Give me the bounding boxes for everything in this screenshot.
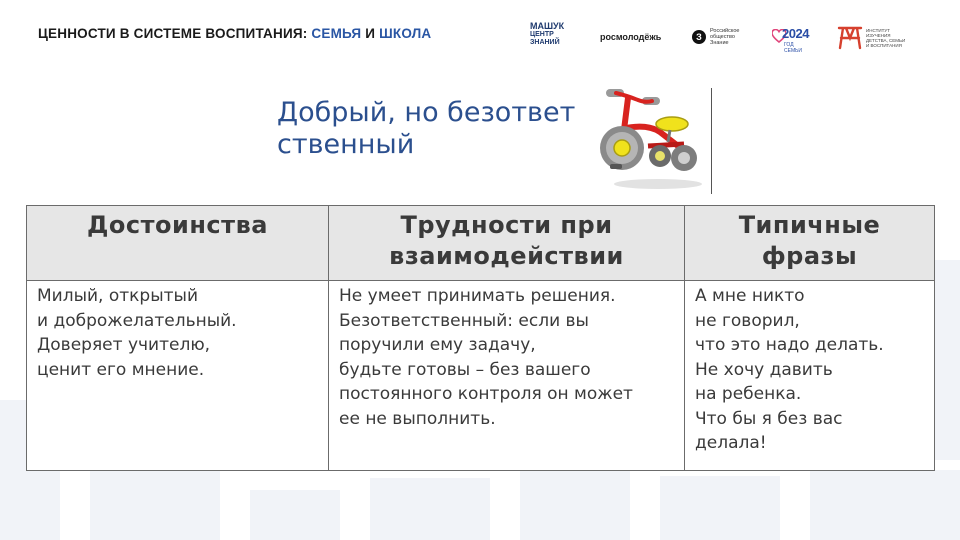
list-item: не говорил, [695, 310, 800, 331]
mashuk-logo [530, 22, 580, 48]
tricycle-icon [598, 86, 706, 190]
list-item: делала! [695, 433, 767, 453]
list-item: будьте готовы – без вашего [339, 359, 591, 380]
title-family: СЕМЬЯ [311, 26, 362, 41]
znanie-logo-mark: З [692, 30, 706, 44]
list-item: постоянного контроля он может [339, 384, 633, 404]
list-item: на ребенка. [695, 384, 802, 404]
vertical-divider [711, 88, 712, 194]
header-typical-phrases: Типичные фразы [685, 206, 935, 281]
list-item: ценит его мнение. [37, 359, 205, 380]
title-and: И [361, 26, 380, 41]
mashuk-logo-line2: ЦЕНТР [530, 30, 554, 38]
list-item: ее не выполнить. [339, 408, 496, 429]
slide-heading: Добрый, но безответственный [277, 97, 576, 160]
title-school: ШКОЛА [379, 26, 432, 41]
header-advantages: Достоинства [27, 206, 329, 281]
rosmolodezh-logo: росмолодёжь [600, 32, 662, 42]
znanie-logo-text: Российское общество Знание [710, 28, 740, 46]
mashuk-logo-line1: МАШУК [530, 21, 565, 31]
difficulties-cell [329, 281, 685, 471]
list-item: Что бы я без вас [695, 408, 843, 429]
list-item: и доброжелательный. [37, 310, 237, 331]
list-item: А мне никто [695, 286, 805, 306]
list-item: Не умеет принимать решения. [339, 286, 616, 306]
table-header-row [27, 206, 935, 281]
year-2024: 2024 [782, 26, 809, 41]
traits-table [26, 205, 935, 471]
advantages-cell [27, 281, 329, 471]
list-item: Милый, открытый [37, 286, 199, 306]
list-item: Не хочу давить [695, 359, 833, 380]
list-item: Безответственный: если вы [339, 310, 589, 331]
institute-emblem-icon [836, 24, 864, 50]
list-item: поручили ему задачу, [339, 335, 536, 355]
phrases-cell [685, 281, 935, 471]
mashuk-logo-line3: ЗНАНИЙ [530, 39, 560, 46]
institute-logo-text: ИНСТИТУТ ИЗУЧЕНИЯ ДЕТСТВА, СЕМЬИ И ВОСПИТАНИЯ [866, 28, 906, 48]
title-main: ЦЕННОСТИ В СИСТЕМЕ ВОСПИТАНИЯ: [38, 26, 312, 41]
table-row [27, 281, 935, 471]
header-difficulties: Трудности при взаимодействии [329, 206, 685, 281]
presentation-title [38, 26, 431, 41]
list-item: что это надо делать. [695, 335, 884, 355]
year-subtitle: ГОД СЕМЬИ [784, 42, 802, 54]
list-item: Доверяет учителю, [37, 335, 211, 355]
